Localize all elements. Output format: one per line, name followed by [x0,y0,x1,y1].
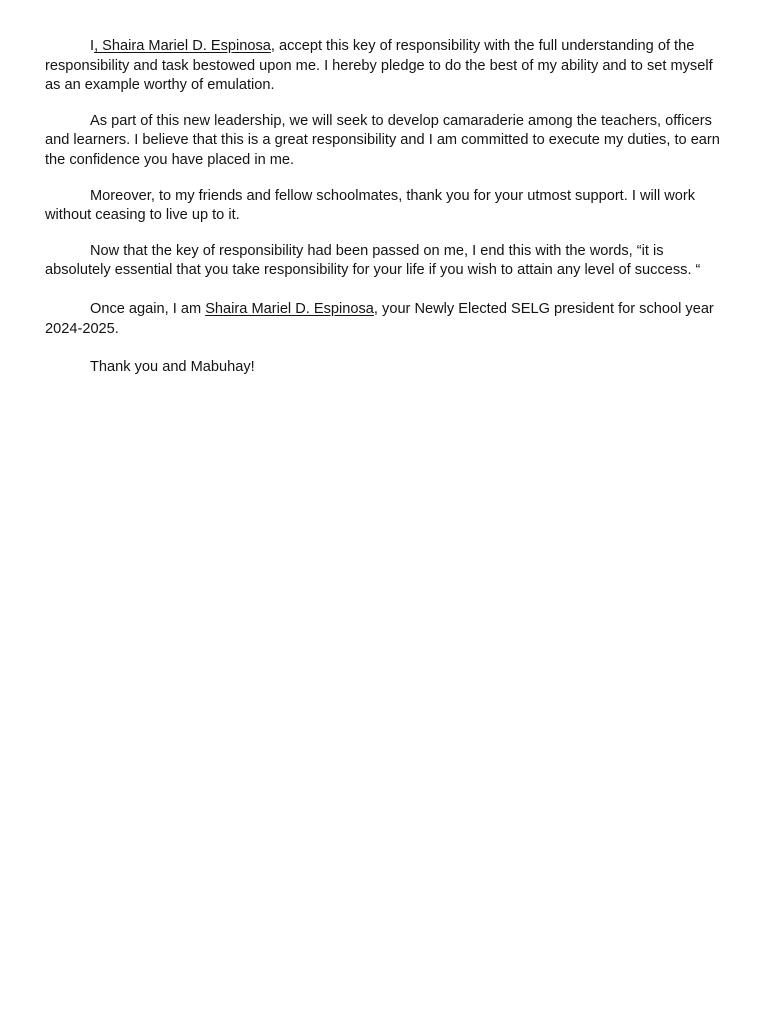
president-name-underlined: Shaira Mariel D. Espinosa [205,300,374,317]
oath-text: , accept this key of responsibility with the full understanding of the responsibility and task bestowed upon me. I hereby pledge to do the best of my ability and to set myself as an example worthy of emulation. [45,38,713,94]
leadership-paragraph: As part of this new leadership, we will seek to develop camaraderie among the teachers, officers and learners. I believe that this is a great responsibility and I am committed to execute my duties, to earn the confidence you have placed in me. [45,112,720,168]
introduction-paragraph [45,300,723,339]
closing-line: Thank you and Mabuhay! [90,359,255,376]
oath-paragraph [45,37,723,96]
document-body [45,37,723,378]
speaker-name-underlined: , Shaira Mariel D. Espinosa [94,38,271,54]
quote-paragraph: Now that the key of responsibility had been passed on me, I end this with the words, “it is absolutely essential that you take responsibility for your life if you wish to attain any level of success. “ [45,242,701,279]
thanks-paragraph: Moreover, to my friends and fellow schoolmates, thank you for your utmost support. I will work without ceasing to live up to it. [45,187,696,224]
introduction-opening: Once again, I am [90,300,206,317]
introduction-text: , your Newly Elected SELG president for school year 2024-2025. [45,300,714,337]
oath-opening: I [90,38,95,54]
